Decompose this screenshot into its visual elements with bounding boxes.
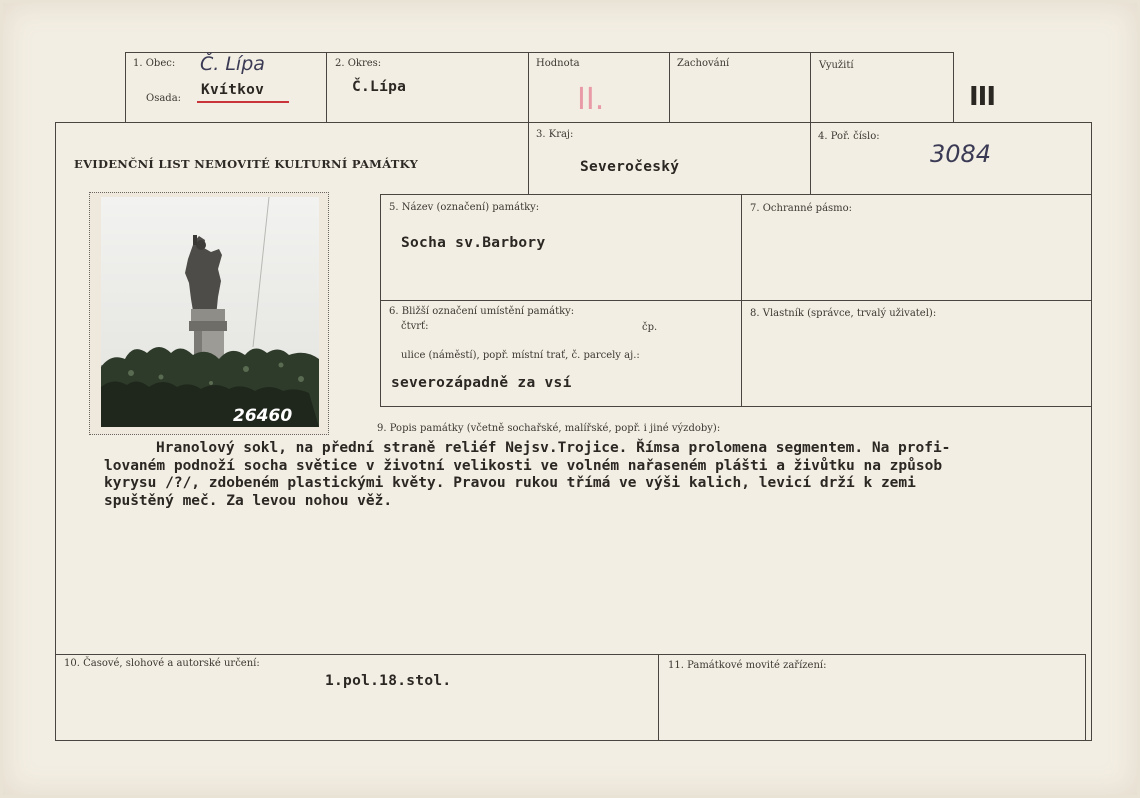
osada-value: Kvítkov	[201, 82, 265, 98]
nazev-label: 5. Název (označení) památky:	[389, 202, 540, 213]
zachovani-label: Zachování	[677, 58, 730, 69]
popis-line: lovaném podnoží socha světice v životní velikosti ve volném nařaseném plášti a živůtku na způsob	[104, 457, 943, 474]
okres-value: Č.Lípa	[352, 79, 407, 95]
urceni-label: 10. Časové, slohové a autorské určení:	[64, 658, 260, 669]
vyuziti-label: Využití	[819, 60, 854, 71]
form-title: EVIDENČNÍ LIST NEMOVITÉ KULTURNÍ PAMÁTKY	[74, 157, 419, 171]
category-mark: III	[969, 82, 996, 112]
obec-label: 1. Obec:	[133, 58, 176, 69]
obec-value: Č. Lípa	[200, 53, 265, 75]
movite-label: 11. Památkové movité zařízení:	[668, 660, 827, 671]
cp-label: čp.	[642, 322, 658, 333]
hodnota-label: Hodnota	[536, 58, 580, 69]
statue-photo-image	[101, 197, 319, 427]
osada-underline	[197, 101, 289, 103]
urceni-value: 1.pol.18.stol.	[325, 673, 452, 689]
umisteni-label: 6. Bližší označení umístění památky:	[389, 306, 575, 317]
popis-line: spuštěný meč. Za levou nohou věž.	[104, 492, 393, 509]
umisteni-value: severozápadně za vsí	[391, 375, 572, 391]
ulice-label: ulice (náměstí), popř. místní trať, č. parcely aj.:	[401, 350, 640, 361]
kraj-value: Severočeský	[580, 159, 680, 175]
popis-line: Hranolový sokl, na přední straně reliéf Nejsv.Trojice. Římsa prolomena segmentem. Na profi-	[156, 440, 951, 456]
por-cislo-label: 4. Poř. číslo:	[818, 131, 880, 142]
popis-text	[104, 440, 1062, 510]
photo-number: 26460	[233, 406, 293, 426]
osada-label: Osada:	[146, 93, 182, 104]
popis-line: kyrysu /?/, zdobeném plastickými květy. Pravou rukou třímá ve výši kalich, levicí drží k zemi	[104, 475, 916, 491]
vlastnik-label: 8. Vlastník (správce, trvalý uživatel):	[750, 308, 937, 319]
statue-photo	[101, 197, 319, 427]
kraj-label: 3. Kraj:	[536, 129, 574, 140]
ctvrt-label: čtvrť:	[401, 321, 429, 332]
por-cislo-value: 3084	[930, 140, 992, 168]
ochranne-pasmo-label: 7. Ochranné pásmo:	[750, 203, 853, 214]
popis-label: 9. Popis památky (včetně sochařské, malířské, popř. i jiné výzdoby):	[377, 423, 721, 434]
nazev-value: Socha sv.Barbory	[401, 235, 546, 251]
okres-label: 2. Okres:	[335, 58, 382, 69]
hodnota-value: II.	[577, 82, 605, 117]
